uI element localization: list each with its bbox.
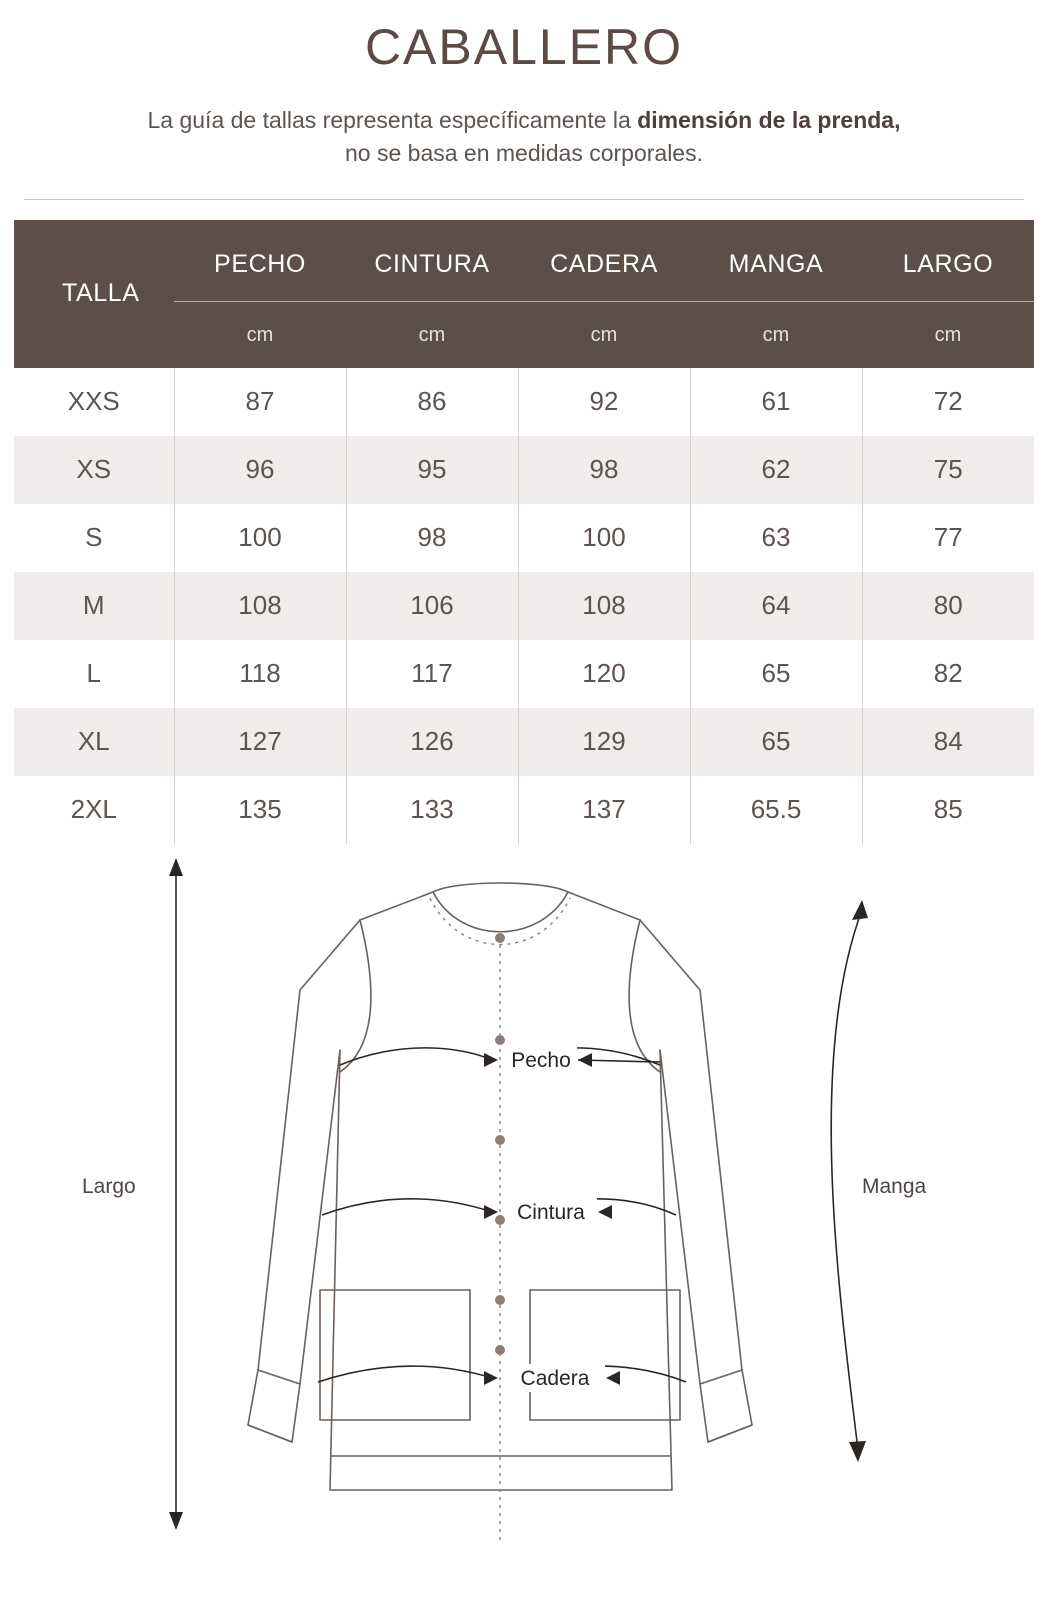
header-talla (14, 220, 174, 368)
neckline (433, 892, 568, 932)
cell-cadera: 98 (518, 436, 690, 504)
cell-manga: 65.5 (690, 776, 862, 844)
cadera-arrow-head-left (484, 1371, 498, 1385)
table-row (14, 436, 1034, 504)
cell-largo: 82 (933, 658, 963, 689)
intro-line2: no se basa en medidas corporales. (345, 140, 703, 167)
header-cintura (346, 220, 518, 368)
header-manga (690, 220, 862, 368)
pecho-label: Pecho (511, 1048, 571, 1072)
size-table (14, 220, 1034, 844)
cell-cadera: 137 (518, 776, 690, 844)
table-row (14, 368, 1034, 436)
cell-manga: 62 (690, 436, 862, 504)
header-pecho-separator (174, 301, 346, 302)
cell-pecho: 100 (174, 504, 346, 572)
header-largo-separator (862, 301, 1034, 302)
header-cadera-label: CADERA (550, 249, 658, 278)
cintura-arrow-head-right (598, 1205, 612, 1219)
header-largo (862, 220, 1034, 368)
largo-arrow-head-bottom (169, 1512, 183, 1530)
cell-size: 2XL (14, 776, 174, 844)
cadera-arrow-left (318, 1366, 492, 1382)
table-body (14, 368, 1034, 844)
cell-size: M (14, 572, 174, 640)
cell-cintura: 126 (346, 708, 518, 776)
cell-largo: 85 (933, 794, 963, 825)
cell-cintura: 98 (346, 504, 518, 572)
cell-pecho: 127 (174, 708, 346, 776)
cell-largo: 84 (862, 708, 1034, 776)
cell-largo: 75 (862, 436, 1034, 504)
right-pocket (530, 1290, 680, 1420)
page-title: CABALLERO (364, 19, 684, 75)
table-row (14, 708, 1034, 776)
header-largo-label: LARGO (902, 249, 994, 278)
cell-pecho: 96 (174, 436, 346, 504)
manga-arrow-line (831, 910, 862, 1450)
header-pecho-unit: cm (246, 323, 274, 346)
table-row (14, 640, 1034, 708)
header-cadera (518, 220, 690, 368)
table-head (14, 220, 1034, 368)
cell-pecho: 108 (174, 572, 346, 640)
manga-label: Manga (862, 1174, 927, 1198)
garment-diagram (0, 850, 1048, 1540)
header-manga-unit: cm (762, 323, 790, 346)
header-cintura-unit: cm (418, 323, 446, 346)
table-row (14, 776, 1034, 844)
cell-cintura: 133 (346, 776, 518, 844)
left-shoulder-seam (340, 920, 371, 1072)
button (495, 933, 505, 943)
cell-cadera: 120 (518, 640, 690, 708)
table-row (14, 572, 1034, 640)
cell-cintura: 95 (346, 436, 518, 504)
button (495, 1215, 505, 1225)
cell-manga: 65 (690, 708, 862, 776)
cell-pecho: 118 (174, 640, 346, 708)
cell-size: L (14, 640, 174, 708)
cintura-label: Cintura (517, 1200, 585, 1224)
cell-cintura: 86 (346, 368, 518, 436)
right-shoulder-seam (629, 920, 660, 1072)
button (495, 1135, 505, 1145)
cell-cadera: 100 (518, 504, 690, 572)
header-pecho-label: PECHO (214, 249, 306, 278)
intro-paragraph (54, 104, 994, 171)
manga-arrow-head-bottom (849, 1441, 866, 1462)
left-cuff-line (248, 1425, 292, 1442)
intro-line1-bold: dimensión de la prenda, (637, 107, 901, 133)
header-largo-unit: cm (934, 323, 962, 346)
header-manga-separator (690, 301, 862, 302)
cell-largo: 80 (862, 572, 1034, 640)
header-cadera-unit: cm (590, 323, 618, 346)
measure-arrows (169, 858, 868, 1530)
largo-arrow-head-top (169, 858, 183, 876)
cell-cintura: 106 (346, 572, 518, 640)
cell-cadera: 129 (518, 708, 690, 776)
cell-manga: 63 (690, 504, 862, 572)
cell-largo: 72 (933, 386, 963, 417)
cell-cadera: 108 (518, 572, 690, 640)
intro-line1-prefix: La guía de tallas representa específicamente la (147, 107, 638, 133)
header-pecho (174, 220, 346, 368)
cadera-arrow-head-right (606, 1371, 620, 1385)
pecho-arrow-head-left (484, 1053, 498, 1067)
cadera-label: Cadera (520, 1366, 590, 1390)
cell-size: XS (14, 436, 174, 504)
cell-size: XXS (14, 368, 174, 436)
cell-manga: 65 (690, 640, 862, 708)
header-manga-label: MANGA (728, 249, 824, 278)
cell-largo: 77 (933, 522, 963, 553)
cintura-arrow-left (322, 1199, 492, 1215)
header-cintura-separator (346, 301, 518, 302)
table-row (14, 504, 1034, 572)
measure-labels (505, 1046, 605, 1392)
cell-manga: 61 (690, 368, 862, 436)
header-talla-label: TALLA (62, 279, 140, 308)
cell-cadera: 92 (518, 368, 690, 436)
right-cuff-line (708, 1425, 752, 1442)
cell-manga: 64 (690, 572, 862, 640)
cell-pecho: 87 (174, 368, 346, 436)
header-cintura-label: CINTURA (374, 249, 490, 278)
largo-label: Largo (82, 1174, 136, 1198)
cell-size: XL (14, 708, 174, 776)
cell-cintura: 117 (346, 640, 518, 708)
cell-size: S (14, 504, 174, 572)
button (495, 1295, 505, 1305)
button (495, 1035, 505, 1045)
manga-arrow-head-top (852, 900, 868, 920)
cintura-arrow-head-left (484, 1205, 498, 1219)
cell-pecho: 135 (174, 776, 346, 844)
divider (24, 199, 1024, 200)
pecho-arrow-left (340, 1048, 492, 1065)
size-table-container (14, 220, 1034, 844)
header-cadera-separator (518, 301, 690, 302)
table-header-row (14, 220, 1034, 368)
left-pocket (320, 1290, 470, 1420)
button (495, 1345, 505, 1355)
